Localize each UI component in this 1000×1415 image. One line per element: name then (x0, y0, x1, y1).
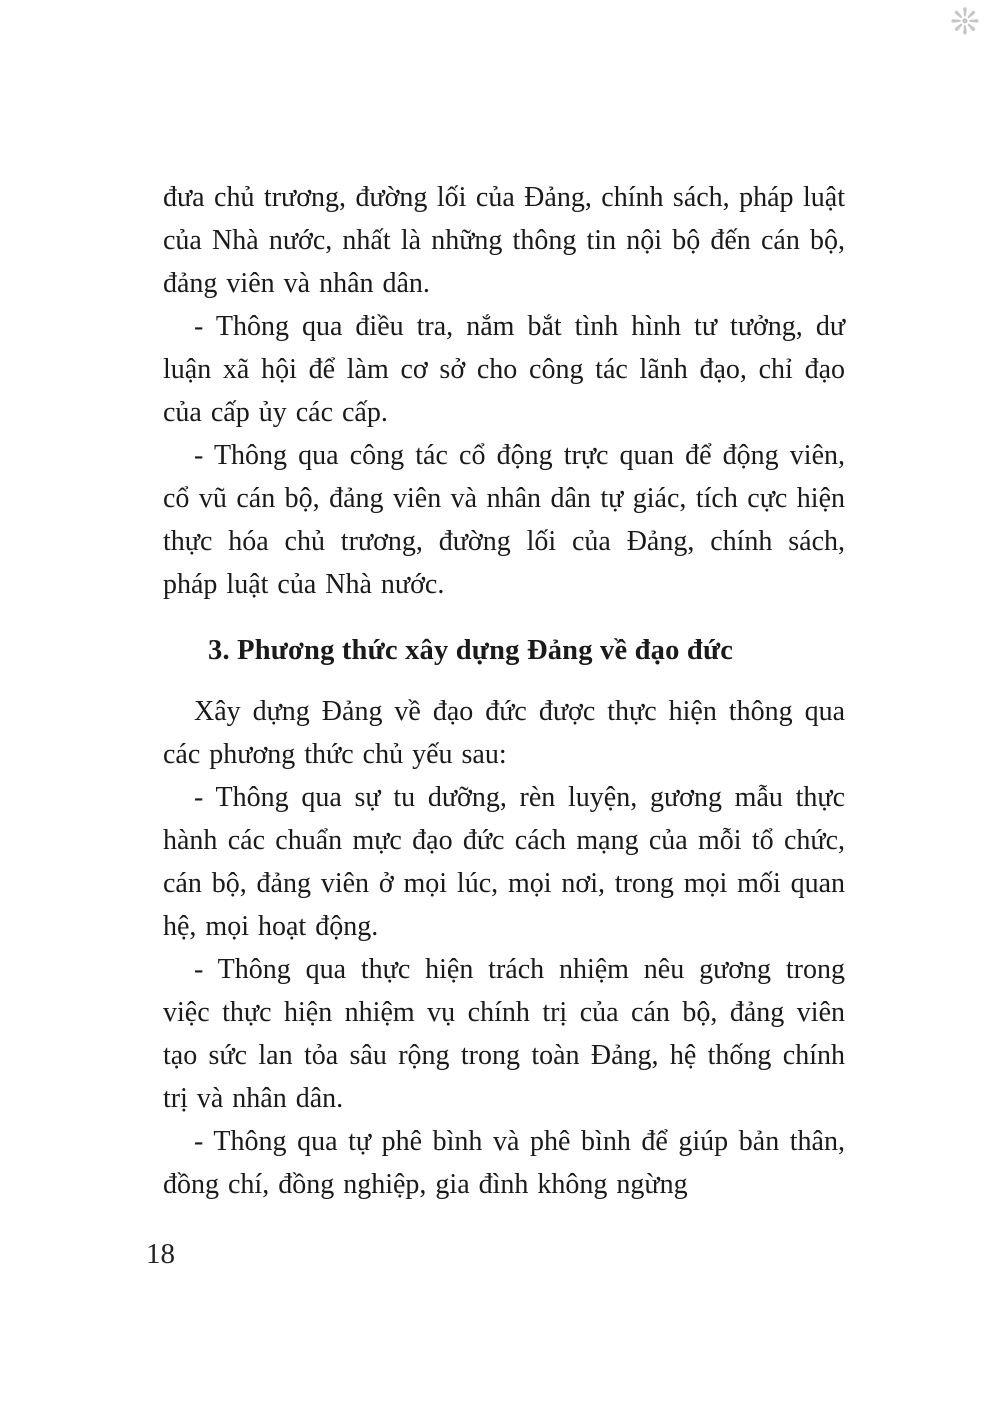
paragraph-dash-item: - Thông qua sự tu dưỡng, rèn luyện, gương mẫu thực hành các chuẩn mực đạo đức cách mạng của mỗi tổ chức, cán bộ, đảng viên ở mọi lúc, mọi nơi, trong mọi mối quan hệ, mọi hoạt động. (163, 782, 845, 942)
page-number: 18 (146, 1238, 175, 1270)
paragraph-continuation: đưa chủ trương, đường lối của Đảng, chính sách, pháp luật của Nhà nước, nhất là những thông tin nội bộ đến cán bộ, đảng viên và nhân dân. (163, 182, 845, 299)
paragraph-dash-item: - Thông qua công tác cổ động trực quan để động viên, cổ vũ cán bộ, đảng viên và nhân dân tự giác, tích cực hiện thực hóa chủ trương, đường lối của Đảng, chính sách, pháp luật của Nhà nước. (163, 440, 845, 600)
page-text (163, 176, 845, 1206)
paragraph-dash-item: - Thông qua thực hiện trách nhiệm nêu gương trong việc thực hiện nhiệm vụ chính trị của cán bộ, đảng viên tạo sức lan tỏa sâu rộng trong toàn Đảng, hệ thống chính trị và nhân dân. (163, 954, 845, 1114)
section-heading: 3. Phương thức xây dựng Đảng về đạo đức (208, 635, 734, 666)
paragraph-intro: Xây dựng Đảng về đạo đức được thực hiện thông qua các phương thức chủ yếu sau: (163, 696, 845, 770)
paragraph-dash-item: - Thông qua điều tra, nắm bắt tình hình tư tưởng, dư luận xã hội để làm cơ sở cho công tác lãnh đạo, chỉ đạo của cấp ủy các cấp. (163, 311, 845, 428)
paragraph-dash-item: - Thông qua tự phê bình và phê bình để giúp bản thân, đồng chí, đồng nghiệp, gia đình không ngừng (163, 1126, 845, 1200)
florette-ornament-icon: ❊ (949, 2, 980, 42)
